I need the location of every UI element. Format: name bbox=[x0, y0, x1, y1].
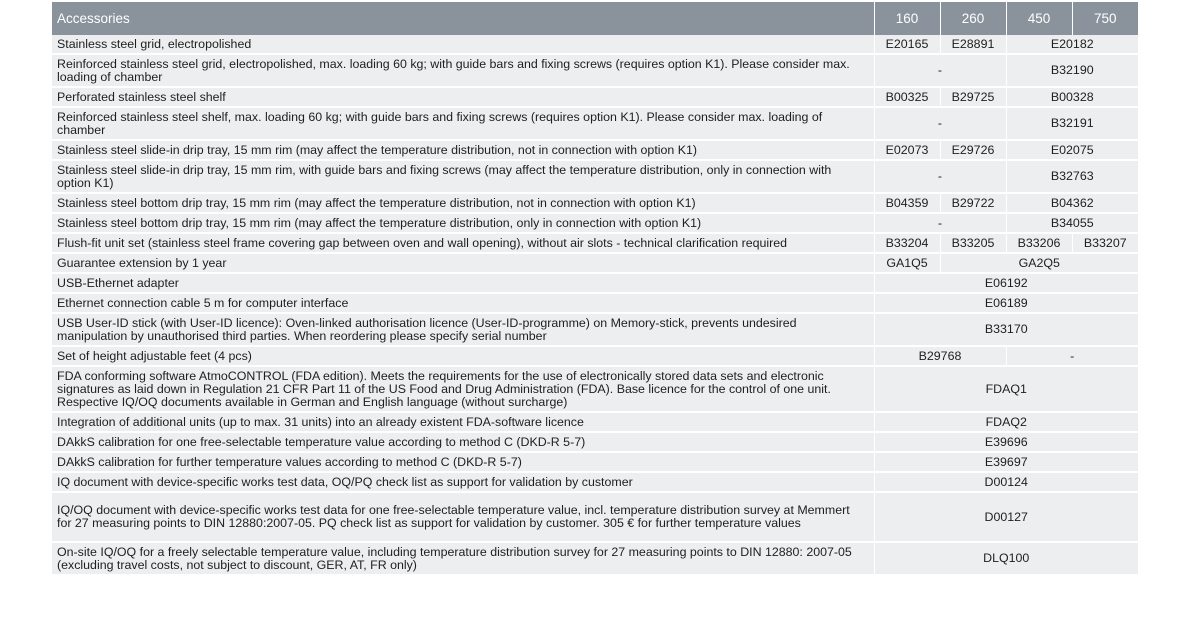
table-row bbox=[52, 273, 1138, 293]
table-row bbox=[52, 233, 1138, 253]
table-row bbox=[52, 107, 1138, 140]
article-number: E02075 bbox=[1006, 140, 1138, 160]
article-number: E06189 bbox=[874, 293, 1138, 313]
article-number: - bbox=[874, 213, 1006, 233]
row-description: Stainless steel bottom drip tray, 15 mm rim (may affect the temperature distribution, not in connection with option K1) bbox=[52, 193, 874, 213]
row-description: Stainless steel slide-in drip tray, 15 mm rim (may affect the temperature distribution, not in connection with option K1) bbox=[52, 140, 874, 160]
table-row bbox=[52, 293, 1138, 313]
article-number: GA1Q5 bbox=[874, 253, 940, 273]
article-number: B33170 bbox=[874, 313, 1138, 346]
row-description: On-site IQ/OQ for a freely selectable temperature value, including temperature distribution survey for 27 measuring points to DIN 12880: 2007-05 (excluding travel costs, not subject to discount, GER, AT, FR only) bbox=[52, 542, 874, 575]
table-row bbox=[52, 87, 1138, 107]
row-description: Integration of additional units (up to max. 31 units) into an already existent FDA-software licence bbox=[52, 412, 874, 432]
row-description: Stainless steel slide-in drip tray, 15 mm rim, with guide bars and fixing screws (may affect the temperature distribution, only in connection with option K1) bbox=[52, 160, 874, 193]
table-row bbox=[52, 313, 1138, 346]
table-row bbox=[52, 432, 1138, 452]
row-description: DAkkS calibration for one free-selectable temperature value according to method C (DKD-R 5-7) bbox=[52, 432, 874, 452]
header-size-260: 260 bbox=[940, 2, 1006, 35]
article-number: D00127 bbox=[874, 492, 1138, 542]
article-number: B33205 bbox=[940, 233, 1006, 253]
article-number: - bbox=[874, 160, 1006, 193]
header-size-450: 450 bbox=[1006, 2, 1072, 35]
header-size-160: 160 bbox=[874, 2, 940, 35]
table-row bbox=[52, 472, 1138, 492]
article-number: GA2Q5 bbox=[940, 253, 1138, 273]
article-number: B34055 bbox=[1006, 213, 1138, 233]
row-description: IQ/OQ document with device-specific works test data for one free-selectable temperature value, incl. temperature distribution survey at Memmert for 27 measuring points to DIN 12880:2007-05. PQ check list as support for validation by customer. 305 € for further temperature values bbox=[52, 492, 874, 542]
article-number: B32191 bbox=[1006, 107, 1138, 140]
article-number: E39697 bbox=[874, 452, 1138, 472]
table-row bbox=[52, 160, 1138, 193]
table-row bbox=[52, 542, 1138, 575]
accessories-table-container bbox=[52, 2, 1138, 576]
table-row bbox=[52, 366, 1138, 412]
article-number: D00124 bbox=[874, 472, 1138, 492]
article-number: B29725 bbox=[940, 87, 1006, 107]
table-row bbox=[52, 346, 1138, 366]
article-number: B29768 bbox=[874, 346, 1006, 366]
header-row bbox=[52, 2, 1138, 35]
row-description: Guarantee extension by 1 year bbox=[52, 253, 874, 273]
table-row bbox=[52, 193, 1138, 213]
article-number: E20182 bbox=[1006, 35, 1138, 54]
article-number: B04359 bbox=[874, 193, 940, 213]
article-number: B04362 bbox=[1006, 193, 1138, 213]
table-row bbox=[52, 492, 1138, 542]
header-size-750: 750 bbox=[1072, 2, 1138, 35]
row-description: Stainless steel bottom drip tray, 15 mm rim (may affect the temperature distribution, only in connection with option K1) bbox=[52, 213, 874, 233]
row-description: Perforated stainless steel shelf bbox=[52, 87, 874, 107]
row-description: USB-Ethernet adapter bbox=[52, 273, 874, 293]
article-number: B33204 bbox=[874, 233, 940, 253]
row-description: USB User-ID stick (with User-ID licence): Oven-linked authorisation licence (User-ID-programme) on Memory-stick, prevents undesired manipulation by unauthorised third parties. When reordering please specify serial number bbox=[52, 313, 874, 346]
accessories-table bbox=[52, 2, 1138, 576]
article-number: E02073 bbox=[874, 140, 940, 160]
article-number: FDAQ2 bbox=[874, 412, 1138, 432]
row-description: Reinforced stainless steel grid, electropolished, max. loading 60 kg; with guide bars and fixing screws (requires option K1). Please consider max. loading of chamber bbox=[52, 54, 874, 87]
article-number: B32763 bbox=[1006, 160, 1138, 193]
article-number: B00328 bbox=[1006, 87, 1138, 107]
article-number: B33206 bbox=[1006, 233, 1072, 253]
header-accessories: Accessories bbox=[52, 2, 874, 35]
table-row bbox=[52, 253, 1138, 273]
row-description: Set of height adjustable feet (4 pcs) bbox=[52, 346, 874, 366]
row-description: FDA conforming software AtmoCONTROL (FDA edition). Meets the requirements for the use of electronically stored data sets and electronic signatures as laid down in Regulation 21 CFR Part 11 of the US Food and Drug Administration (FDA). Base licence for the control of one unit. Respective IQ/OQ documents available in German and English language (without surcharge) bbox=[52, 366, 874, 412]
row-description: Stainless steel grid, electropolished bbox=[52, 35, 874, 54]
article-number: - bbox=[874, 54, 1006, 87]
row-description: Flush-fit unit set (stainless steel frame covering gap between oven and wall opening), without air slots - technical clarification required bbox=[52, 233, 874, 253]
table-row bbox=[52, 54, 1138, 87]
table-row bbox=[52, 412, 1138, 432]
article-number: B33207 bbox=[1072, 233, 1138, 253]
article-number: - bbox=[874, 107, 1006, 140]
article-number: E39696 bbox=[874, 432, 1138, 452]
article-number: - bbox=[1006, 346, 1138, 366]
table-row bbox=[52, 452, 1138, 472]
row-description: IQ document with device-specific works test data, OQ/PQ check list as support for validation by customer bbox=[52, 472, 874, 492]
table-row bbox=[52, 213, 1138, 233]
article-number: E29726 bbox=[940, 140, 1006, 160]
article-number: DLQ100 bbox=[874, 542, 1138, 575]
article-number: B32190 bbox=[1006, 54, 1138, 87]
article-number: FDAQ1 bbox=[874, 366, 1138, 412]
article-number: E28891 bbox=[940, 35, 1006, 54]
article-number: B00325 bbox=[874, 87, 940, 107]
article-number: E20165 bbox=[874, 35, 940, 54]
row-description: Ethernet connection cable 5 m for computer interface bbox=[52, 293, 874, 313]
article-number: E06192 bbox=[874, 273, 1138, 293]
row-description: Reinforced stainless steel shelf, max. loading 60 kg; with guide bars and fixing screws (requires option K1). Please consider max. loading of chamber bbox=[52, 107, 874, 140]
row-description: DAkkS calibration for further temperature values according to method C (DKD-R 5-7) bbox=[52, 452, 874, 472]
table-row bbox=[52, 140, 1138, 160]
article-number: B29722 bbox=[940, 193, 1006, 213]
table-row bbox=[52, 35, 1138, 54]
